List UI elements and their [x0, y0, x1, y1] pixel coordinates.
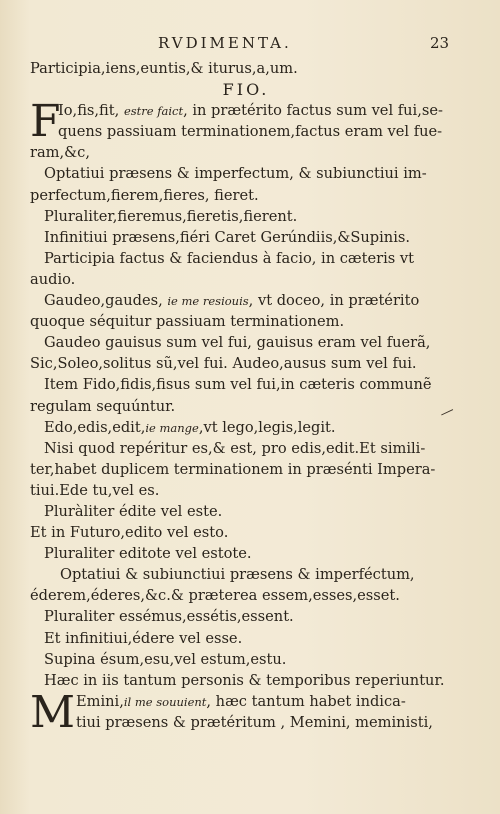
text-line: tiui.Ede tu,vel es.: [30, 481, 160, 499]
drop-cap: F: [30, 96, 61, 148]
text-line: Et infinitiui,édere vel esse.: [44, 629, 243, 647]
french-gloss: ie me resiouis: [167, 294, 249, 309]
french-gloss: ie mange: [145, 420, 199, 435]
text-line: Pluraliter,fieremus,fieretis,fierent.: [44, 207, 298, 225]
text-line: Participia,iens,euntis,& iturus,a,um.: [30, 60, 298, 77]
running-title: RVDIMENTA.: [158, 34, 292, 52]
text-line: Item Fido,fidis,fisus sum vel fui,in cæteris communẽ: [44, 376, 432, 394]
text-line: Nisi quod repéritur es,& est, pro edis,edit.Et simili-: [44, 439, 426, 457]
french-gloss: estre faict: [123, 104, 184, 119]
text-span: Gaudeo,gaudes,: [44, 292, 168, 310]
page-number: 23: [430, 34, 450, 52]
text-line: Infinitiui præsens,fiéri Caret Gerúndiis,&Supinis.: [44, 228, 410, 246]
text-line: Pluraliter editote vel estote.: [44, 545, 252, 563]
text-line: quoque séquitur passiuam terminationem.: [30, 313, 345, 331]
text-span: Io,fis,fit,: [58, 102, 124, 120]
section-heading: FIO.: [222, 80, 270, 100]
text-line: quens passiuam terminationem,factus eram vel fue-: [58, 123, 443, 141]
text-line: audio.: [30, 270, 76, 288]
french-gloss: il me souuient: [123, 694, 207, 709]
text-line: Supina ésum,esu,vel estum,estu.: [44, 650, 287, 668]
text-line: Sic,Soleo,solitus sũ,vel fui. Audeo,ausus sum vel fui.: [30, 355, 417, 373]
text-line: regulam sequúntur.: [30, 397, 176, 415]
text-line: Gaudeo gauisus sum vel fui, gauisus eram vel fuerã,: [44, 334, 431, 352]
text-line: [30, 417, 462, 438]
text-span: , vt doceo, in prætérito: [248, 292, 420, 310]
text-line: Pluràliter édite vel este.: [44, 502, 223, 520]
text-span: , hæc tantum habet indica-: [206, 692, 406, 710]
text-line: Participia factus & faciendus à facio, in cæteris vt: [44, 249, 415, 267]
text-span: ,vt lego,legis,legit.: [198, 418, 336, 436]
margin-mark: —: [437, 401, 457, 423]
text-line: [30, 290, 462, 311]
text-line: ter,habet duplicem terminationem in præsénti Impera-: [30, 460, 436, 478]
text-line: Et in Futuro,edito vel esto.: [30, 524, 229, 542]
text-line: éderem,éderes,&c.& præterea essem,esses,esset.: [30, 587, 400, 605]
text-line: Pluraliter essémus,essétis,essent.: [44, 608, 294, 626]
text-line: Optatiui præsens & imperfectum, & subiunctiui im-: [44, 165, 427, 183]
text-line: tiui præsens & prætéritum , Memini, meministi,: [76, 713, 433, 731]
text-line: ram,&c,: [30, 144, 90, 162]
body-text: [30, 58, 462, 738]
text-line: Hæc in iis tantum personis & temporibus reperiuntur.: [44, 671, 445, 689]
drop-cap: M: [30, 686, 76, 738]
page-header: [0, 34, 500, 56]
text-span: , in prætérito factus sum vel fui,se-: [183, 102, 443, 120]
text-span: Edo,edis,edit,: [44, 418, 146, 436]
text-line: perfectum,fierem,fieres, fieret.: [30, 186, 259, 204]
text-line: Optatiui & subiunctiui præsens & imperféctum,: [60, 566, 415, 584]
text-span: Emini,: [76, 692, 124, 710]
